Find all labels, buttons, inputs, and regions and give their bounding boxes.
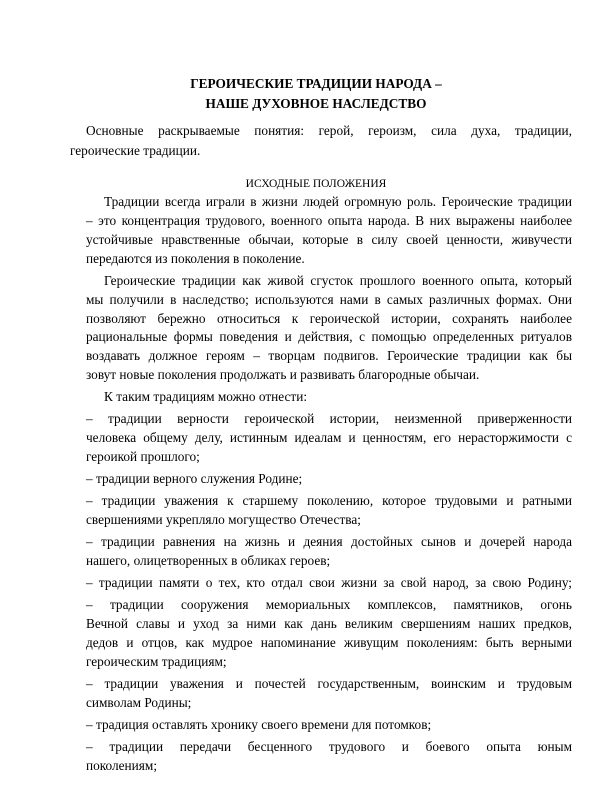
- list-item-line: нашего, олицетворенных в обликах героев;: [86, 553, 331, 569]
- list-item-line: человека общему делу, истинным идеалам и ценностям, его нерасторжимости с: [86, 430, 572, 446]
- list-item-line: героическим традициям;: [86, 653, 227, 669]
- key-concepts-paragraph: [70, 121, 572, 161]
- document-body: [86, 193, 572, 776]
- list-item-line: – традиция оставлять хронику своего времени для потомков;: [86, 717, 432, 733]
- section-heading: ИСХОДНЫЕ ПОЛОЖЕНИЯ: [245, 178, 387, 190]
- key-concepts-line-2: героические традиции.: [70, 143, 201, 158]
- list-item-line: Вечной славы и уход за ними как дань великим свершениям наших предков,: [86, 616, 572, 632]
- list-item-line: – традиции памяти о тех, кто отдал свои жизни за свой народ, за свою Родину;: [86, 575, 572, 591]
- list-item-line: – традиции сооружения мемориальных комплексов, памятников, огонь: [86, 597, 572, 613]
- text-line: позволяют бережно относиться к героической истории, сохранять наиболее: [86, 310, 572, 326]
- list-item-line: – традиции уважения и почестей государственным, воинским и трудовым: [86, 676, 572, 692]
- text-line: устойчивые нравственные обычаи, которые в силу своей ценности, живучести: [86, 231, 572, 247]
- text-line: рациональные формы поведения и действия, с помощью определенных ритуалов: [86, 329, 572, 345]
- list-item-line: дедов и отцов, как мудрое напоминание живущим поколениям: быть верными: [86, 635, 572, 651]
- text-line: зовут новые поколения продолжать и развивать благородные обычаи.: [86, 367, 480, 383]
- text-line: – это концентрация трудового, военного опыта народа. В них выражены наиболее: [86, 212, 572, 228]
- text-line: К таким традициям можно отнести:: [104, 389, 308, 405]
- document-title: [60, 74, 572, 114]
- text-line: Традиции всегда играли в жизни людей огромную роль. Героические традиции: [104, 194, 572, 209]
- list-item-line: поколениям;: [86, 758, 158, 773]
- text-line: Героические традиции как живой сгусток прошлого военного опыта, который: [104, 272, 572, 288]
- list-item-line: – традиции равнения на жизнь и деяния достойных сынов и дочерей народа: [86, 534, 572, 550]
- key-concepts-line-1: Основные раскрываемые понятия: герой, героизм, сила духа, традиции,: [86, 123, 572, 138]
- list-item-line: символам Родины;: [86, 694, 192, 710]
- text-line: мы получили в наследство; используются нами в самых различных формах. Они: [86, 291, 572, 307]
- title-line-1: ГЕРОИЧЕСКИЕ ТРАДИЦИИ НАРОДА –: [190, 76, 442, 91]
- list-item-line: – традиции передачи бесценного трудового и боевого опыта юным: [86, 739, 572, 755]
- list-item-line: свершениями укрепляло могущество Отечества;: [86, 512, 361, 528]
- list-item-line: – традиции уважения к старшему поколению, которое трудовыми и ратными: [86, 493, 572, 509]
- list-item-line: – традиции верного служения Родине;: [86, 471, 303, 487]
- list-item-line: – традиции верности героической истории, неизменной приверженности: [86, 411, 572, 427]
- text-line: передаются из поколения в поколение.: [86, 250, 305, 266]
- list-item-line: героикой прошлого;: [86, 449, 200, 465]
- title-line-2: НАШЕ ДУХОВНОЕ НАСЛЕДСТВО: [205, 96, 427, 111]
- text-line: воздавать должное героям – творцам подвигов. Героические традиции как бы: [86, 348, 572, 364]
